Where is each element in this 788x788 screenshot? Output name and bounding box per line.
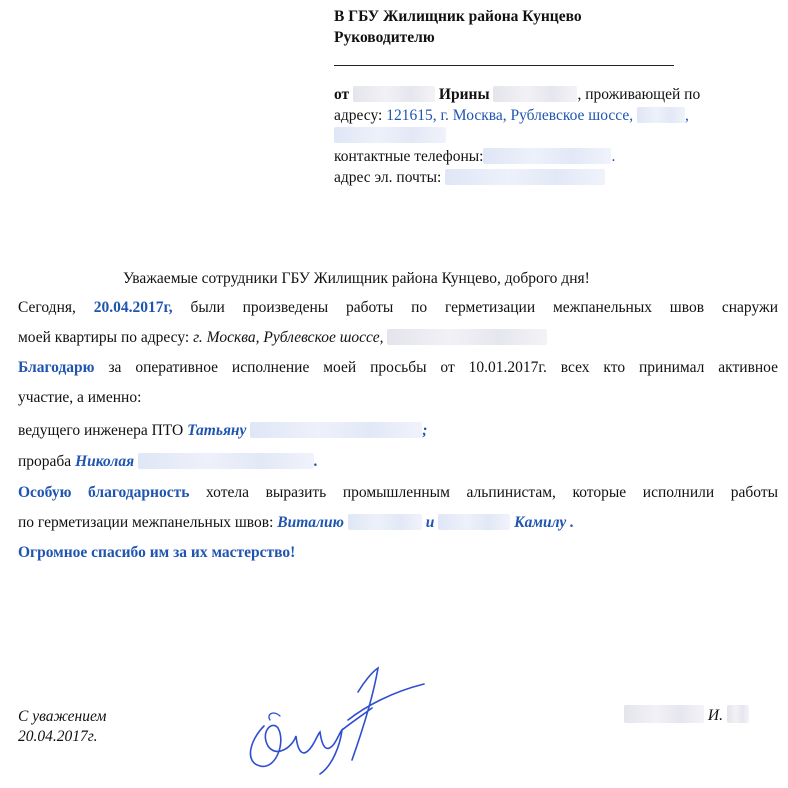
p1-date: 20.04.2017г, — [93, 299, 173, 316]
p1-start: Сегодня, — [18, 299, 76, 316]
redacted-name3 — [348, 514, 422, 530]
p8-name1: Виталию — [277, 514, 344, 531]
p7-special: Особую благодарность — [18, 484, 190, 501]
signature-icon — [240, 662, 430, 782]
para1-line1 — [18, 298, 778, 318]
from-name: Ирины — [438, 86, 490, 103]
redacted-patronymic — [493, 86, 577, 102]
address-comma: , — [684, 107, 689, 124]
para3 — [18, 421, 427, 441]
footer-date: 20.04.2017г. — [18, 728, 98, 745]
p8-start: по герметизации межпанельных швов: — [18, 514, 274, 531]
para5-line1 — [18, 483, 778, 503]
p5-end: ; — [422, 422, 428, 439]
para2-line2: участие, а именно: — [18, 389, 142, 406]
phones-label: контактные телефоны: — [334, 148, 484, 165]
para1-line2 — [18, 328, 547, 348]
p6-start: прораба — [18, 453, 72, 470]
p5-name: Татьяну — [187, 422, 247, 439]
p5-start: ведущего инженера ПТО — [18, 422, 184, 439]
redacted-name4 — [438, 514, 510, 530]
redacted-phones — [483, 148, 611, 164]
email-label: адрес эл. почты: — [334, 169, 442, 186]
address-value: 121615, г. Москва, Рублевское шоссе, — [386, 107, 634, 124]
recipient-line1: В ГБУ Жилищник района Кунцево — [334, 8, 582, 25]
redacted-address — [387, 329, 547, 345]
para4 — [18, 452, 318, 472]
phones-line — [334, 147, 615, 167]
email-line — [334, 168, 605, 188]
para5-line2 — [18, 513, 574, 533]
phones-end: . — [611, 148, 616, 165]
p1-rest: были произведены работы по герметизации межпанельных швов снаружи — [190, 299, 778, 316]
header-divider — [334, 65, 674, 66]
address-line2 — [334, 126, 446, 146]
redacted-email — [445, 169, 605, 185]
from-prefix: от — [334, 86, 350, 103]
redacted-name2 — [138, 453, 314, 469]
para6: Огромное спасибо им за их мастерство! — [18, 544, 296, 561]
p2-start: моей квартиры по адресу: — [18, 329, 190, 346]
p2-address: г. Москва, Рублевское шоссе, — [193, 329, 384, 346]
p8-name2: Камилу — [514, 514, 567, 531]
from-suffix: , проживающей по — [577, 86, 701, 103]
redacted-apartment — [334, 127, 446, 143]
p8-end: . — [570, 514, 574, 531]
regards: С уважением — [18, 708, 107, 725]
from-line — [334, 85, 700, 105]
address-line — [334, 106, 689, 126]
redacted-surname — [353, 86, 435, 102]
redacted-house — [637, 107, 685, 123]
redacted-signer-name — [624, 705, 704, 723]
address-prefix: адресу: — [334, 107, 383, 124]
signer-initial: И. — [707, 707, 723, 724]
p3-thanks: Благодарю — [18, 359, 95, 376]
p6-end: . — [313, 453, 318, 470]
redacted-signer-initial — [727, 705, 749, 723]
redacted-name1 — [250, 422, 422, 438]
para2-line1 — [18, 358, 778, 378]
p7-rest: хотела выразить промышленным альпинистам, которые исполнили работы — [206, 484, 779, 501]
recipient-line2: Руководителю — [334, 29, 435, 46]
footer-signer — [624, 705, 749, 726]
p3-rest: за оперативное исполнение моей просьбы от 10.01.2017г. всех кто принимал активное — [108, 359, 778, 376]
p8-and: и — [425, 514, 435, 531]
greeting: Уважаемые сотрудники ГБУ Жилищник района Кунцево, доброго дня! — [123, 270, 590, 287]
p6-name: Николая — [75, 453, 135, 470]
